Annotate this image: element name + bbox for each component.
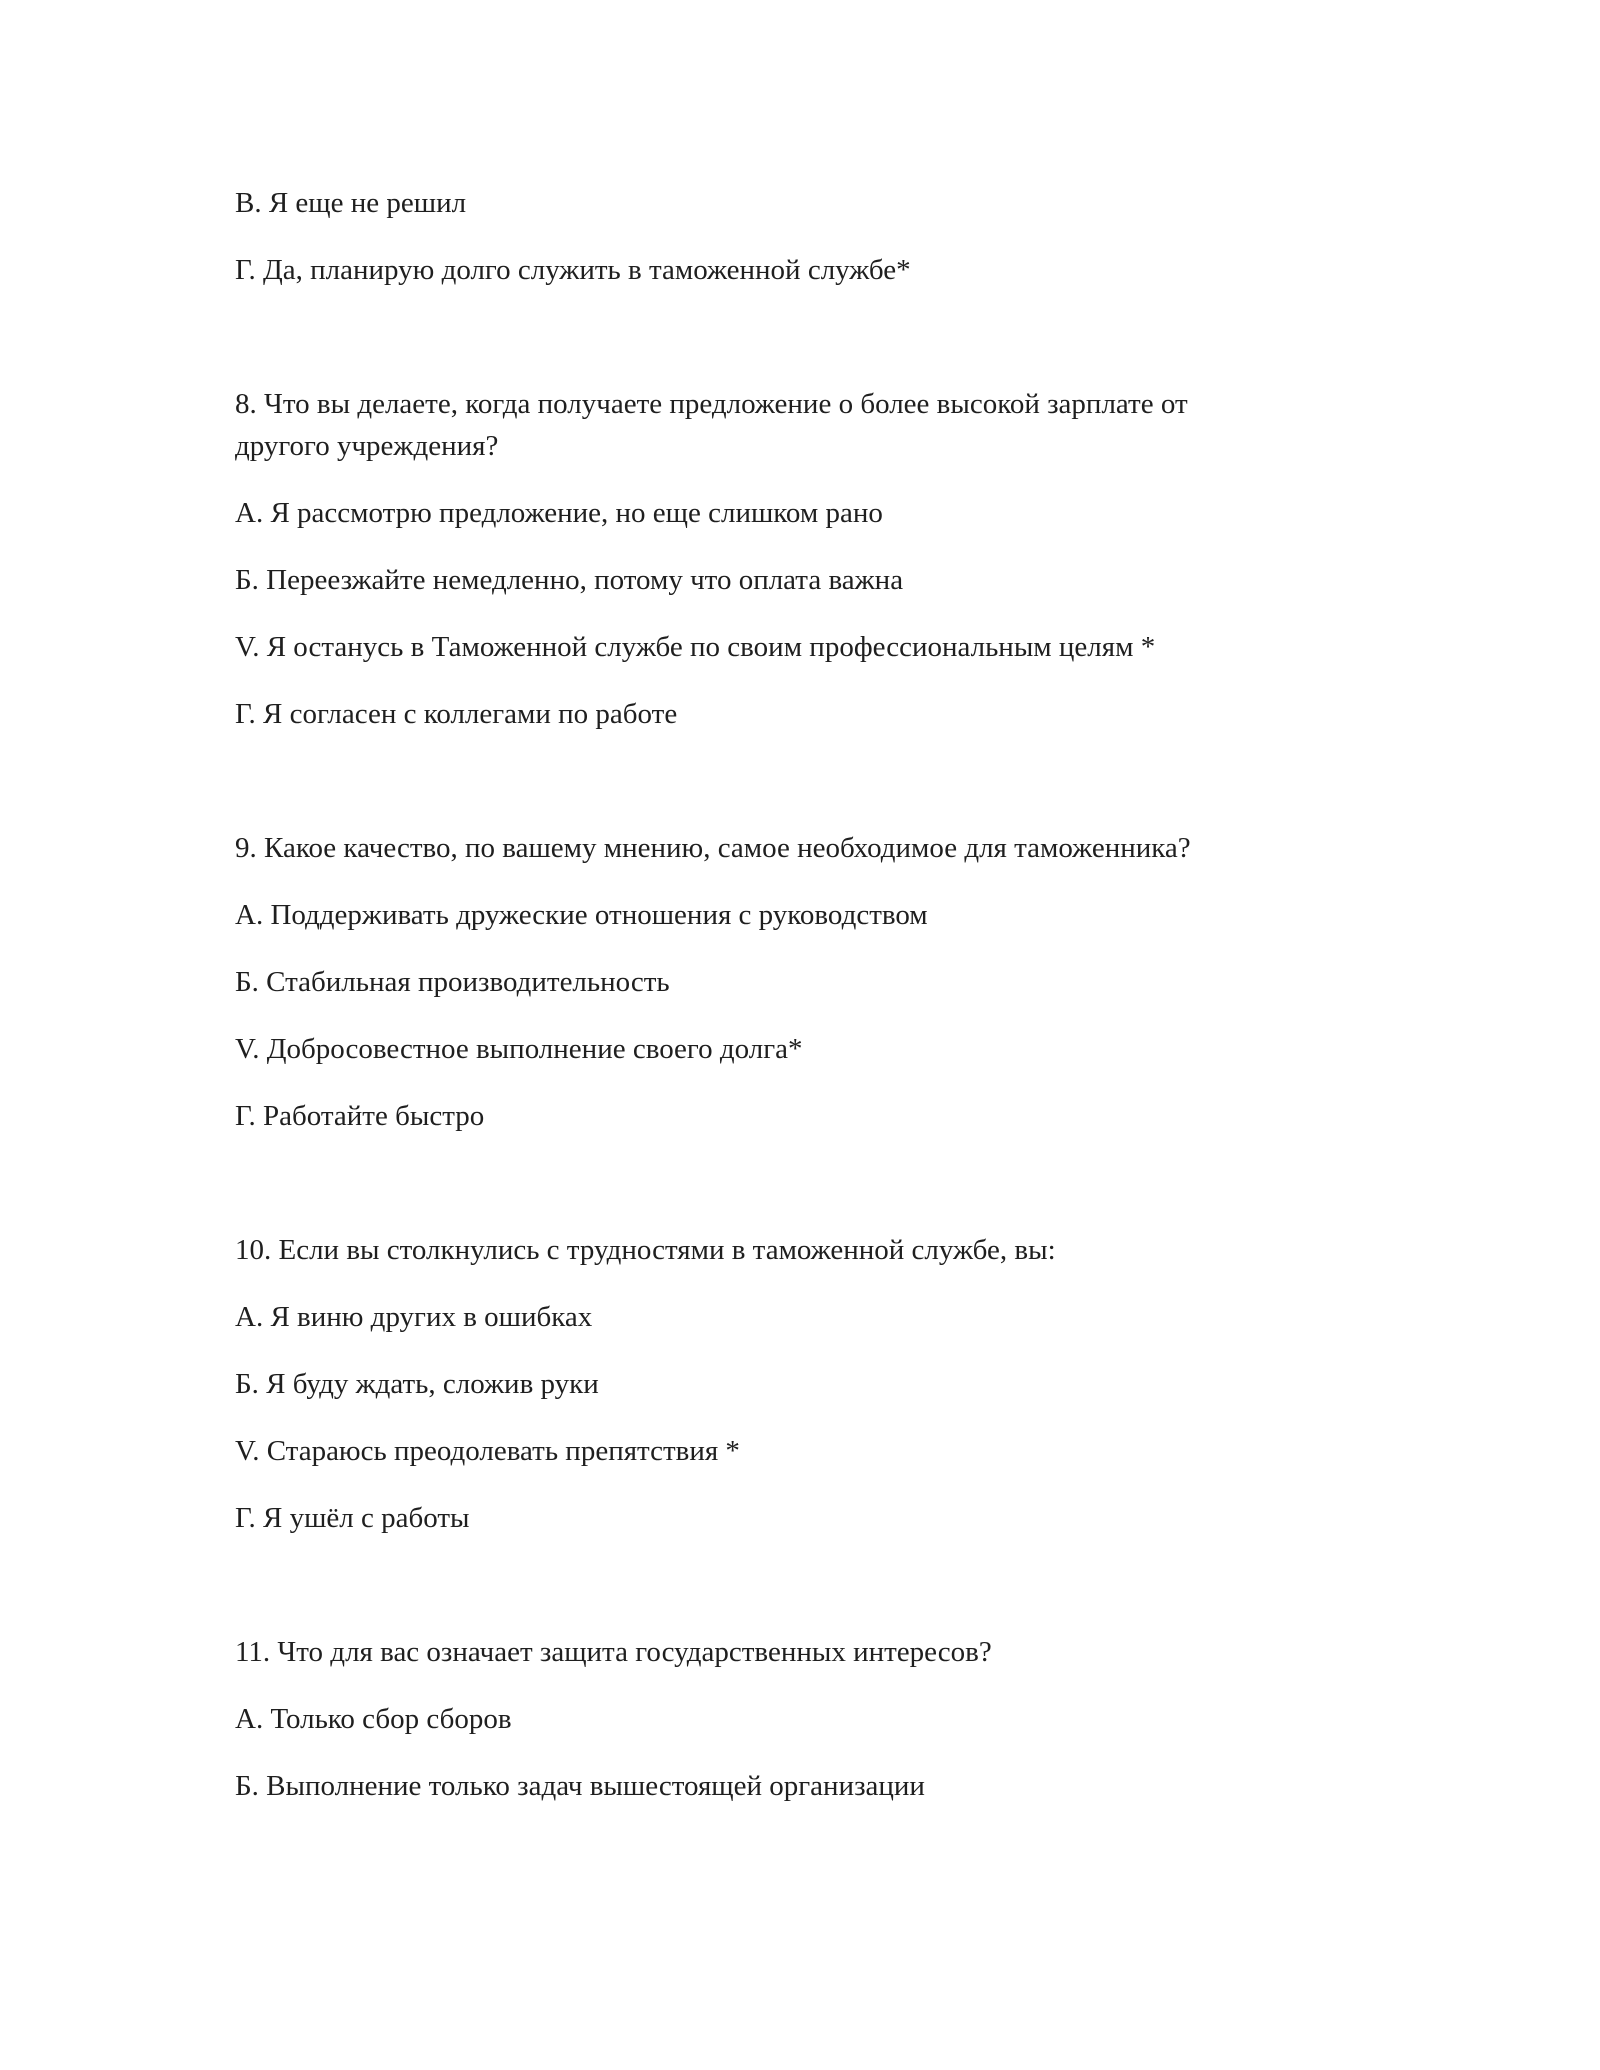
question-11-text: 11. Что для вас означает защита государственных интересов? [235,1636,992,1668]
question-10-option-v: V. Стараюсь преодолевать препятствия * [235,1435,740,1467]
question-10-option-g: Г. Я ушёл с работы [235,1502,470,1534]
question-9-text: 9. Какое качество, по вашему мнению, самое необходимое для таможенника? [235,832,1191,864]
question-9 [235,827,1395,1137]
question-10-option-a: А. Я виню других в ошибках [235,1301,593,1333]
question-9-option-v: V. Добросовестное выполнение своего долга* [235,1033,803,1065]
spacer [235,316,1395,383]
question-10-text: 10. Если вы столкнулись с трудностями в таможенной службе, вы: [235,1234,1056,1266]
question-9-option-g: Г. Работайте быстро [235,1100,485,1132]
questionnaire-content [235,182,1395,1832]
question-8-option-b: Б. Переезжайте немедленно, потому что оплата важна [235,564,904,596]
question-8-text-line2: другого учреждения? [235,430,499,462]
question-8 [235,383,1395,735]
question-9-option-b: Б. Стабильная производительность [235,966,670,998]
question-11-option-a: А. Только сбор сборов [235,1703,512,1735]
question-7-option-g: Г. Да, планирую долго служить в таможенной службе* [235,254,911,286]
question-8-text [235,383,1395,467]
spacer [235,1564,1395,1631]
question-11 [235,1631,1395,1807]
spacer [235,760,1395,827]
question-11-option-b: Б. Выполнение только задач вышестоящей организации [235,1770,925,1802]
question-10-option-b: Б. Я буду ждать, сложив руки [235,1368,599,1400]
question-7-option-v: В. Я еще не решил [235,187,467,219]
question-8-option-g: Г. Я согласен с коллегами по работе [235,698,678,730]
question-8-text-line1: 8. Что вы делаете, когда получаете предложение о более высокой зарплате от [235,388,1188,420]
question-10 [235,1229,1395,1539]
question-8-option-v: V. Я останусь в Таможенной службе по своим профессиональным целям * [235,631,1156,663]
question-7-tail [235,182,1395,291]
question-8-option-a: А. Я рассмотрю предложение, но еще слишком рано [235,497,883,529]
question-9-option-a: А. Поддерживать дружеские отношения с руководством [235,899,928,931]
spacer [235,1162,1395,1229]
